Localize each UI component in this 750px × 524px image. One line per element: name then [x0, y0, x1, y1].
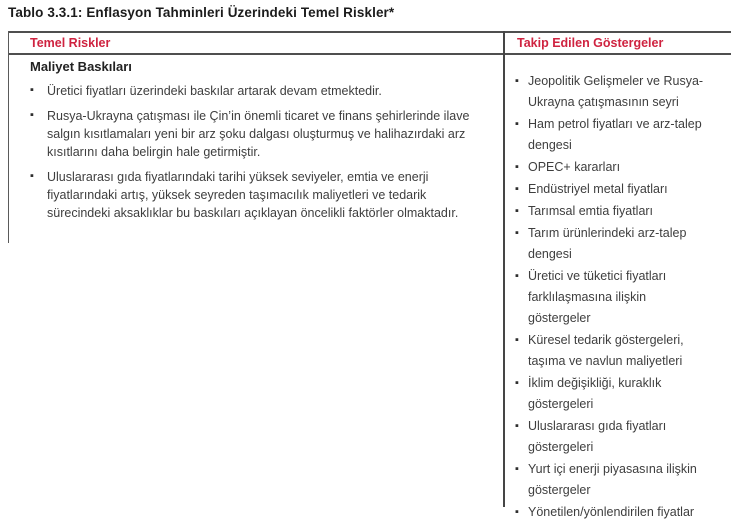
indicator-item: ▪ Küresel tedarik göstergeleri, taşıma ve navlun maliyetleri	[515, 330, 709, 372]
section-title-maliyet-baskilari: Maliyet Baskıları	[30, 59, 132, 74]
page-title: Tablo 3.3.1: Enflasyon Tahminleri Üzerindeki Temel Riskler*	[8, 5, 395, 20]
indicator-item: ▪ OPEC+ kararları	[515, 157, 709, 178]
indicator-item: ▪ Endüstriyel metal fiyatları	[515, 179, 709, 200]
indicator-item: ▪ Üretici ve tüketici fiyatları farklılaşmasına ilişkin göstergeler	[515, 266, 709, 329]
indicator-item: ▪ Uluslararası gıda fiyatları göstergeleri	[515, 416, 709, 458]
indicator-item: ▪ Yurt içi enerji piyasasına ilişkin göstergeler	[515, 459, 709, 501]
risk-item: ▪ Uluslararası gıda fiyatlarındaki tarihi yüksek seviyeler, emtia ve enerji fiyatlarındaki artış, yüksek seyreden taşımacılık maliyetleri ve tedarik sürecindeki aksaklıklar bu baskıları açıklayan öncelikli faktörler olmaktadır.	[30, 168, 487, 222]
indicators-column	[503, 55, 731, 524]
indicator-item: ▪ İklim değişikliği, kuraklık göstergeleri	[515, 373, 709, 415]
table-header-row	[8, 33, 731, 55]
indicator-item: ▪ Ham petrol fiyatları ve arz-talep dengesi	[515, 114, 709, 156]
header-cell-risks: Temel Riskler	[30, 36, 111, 50]
column-divider	[503, 31, 505, 507]
indicator-item: ▪ Tarım ürünlerindeki arz-talep dengesi	[515, 223, 709, 265]
indicator-item: ▪ Yönetilen/yönlendirilen fiyatlar	[515, 502, 709, 523]
indicator-item: ▪ Tarımsal emtia fiyatları	[515, 201, 709, 222]
header-cell-indicators: Takip Edilen Göstergeler	[517, 36, 664, 50]
indicator-bullet-list	[515, 71, 731, 523]
table-left-border	[8, 31, 9, 243]
risk-item: ▪ Rusya-Ukrayna çatışması ile Çin’in önemli ticaret ve finans şehirlerinde ilave salgın kısıtlamaları yeni bir arz şoku dalgası oluşturmuş ve halihazırdaki arz kısıtlarını daha belirgin hale getirmiştir.	[30, 107, 487, 161]
indicator-item: ▪ Jeopolitik Gelişmeler ve Rusya-Ukrayna çatışmasının seyri	[515, 71, 709, 113]
risk-bullet-list	[30, 82, 487, 222]
risk-item: ▪ Üretici fiyatları üzerindeki baskılar artarak devam etmektedir.	[30, 82, 487, 100]
risks-table	[8, 31, 731, 519]
risks-column	[8, 55, 503, 229]
table-body	[8, 55, 731, 524]
